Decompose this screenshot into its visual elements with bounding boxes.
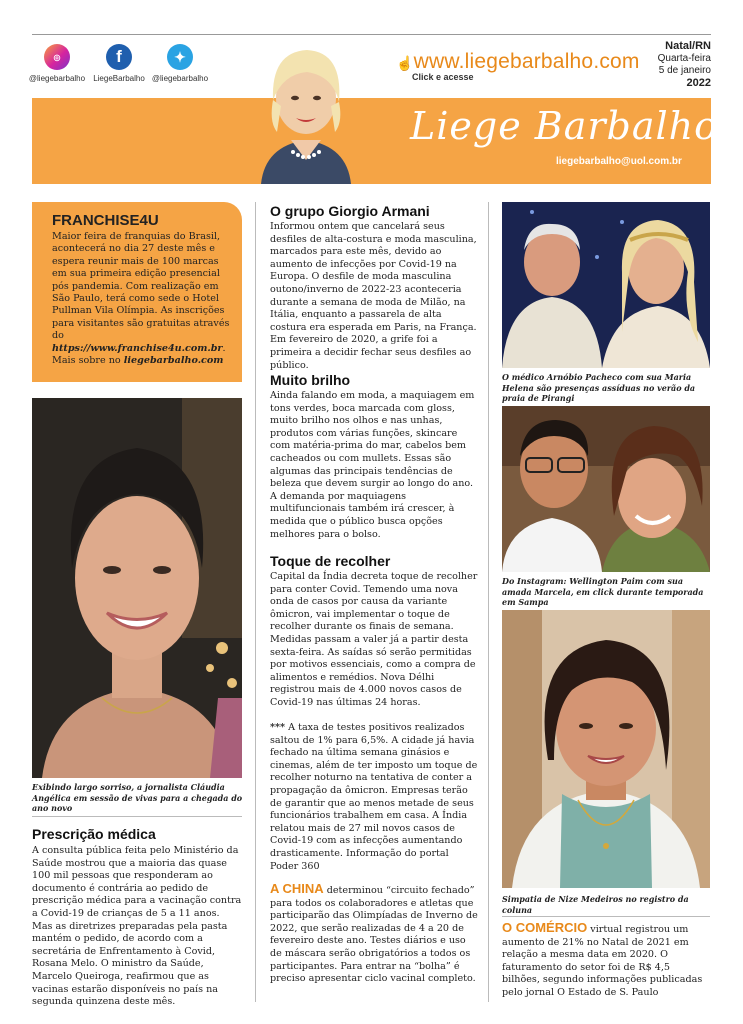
instagram-link[interactable]	[22, 44, 92, 83]
instagram-handle: @liegebarbalho	[28, 74, 86, 83]
franchise-text: Maior feira de franquias do Brasil, acontecerá no dia 27 deste mês e espera reunir mais de 100 marcas em sua primeira edição presencial pós pandemia. Com realização em São Paulo, terá como sede o Hotel Pullman Vila Olímpia. As inscrições para visitantes são gratuitas através do https://www.franchise4u.com.br. Mais sobre no liegebarbalho.com	[52, 231, 230, 367]
photo-nize	[502, 610, 710, 888]
columnist-portrait	[247, 36, 365, 184]
divider	[32, 816, 242, 817]
site-link[interactable]	[396, 50, 640, 82]
prescricao-text: A consulta pública feita pelo Ministério da Saúde mostrou que a maioria das quase 100 mil pessoas que responderam ao documento é contrária ao pedido de prescrição médica para a vacinação contra a Covid-19 de crianças de 5 a 11 anos. Mas as diretrizes preparadas pela pasta mantém o pedido, de acordo com a secretária de Enfrentamento à Covid, Rosana Melo. O ministro da Saúde, Marcelo Queiroga, reafirmou que as vacinas estarão disponíveis no país na segunda quinzena deste mês.	[32, 845, 242, 1008]
top-rule	[32, 34, 711, 35]
facebook-icon: f	[106, 44, 132, 70]
click-hand-icon: ☝	[396, 55, 414, 71]
caption-wellington: Do Instagram: Wellington Paim com sua amada Marcela, em click durante temporada em Sampa	[502, 576, 704, 607]
photo-arnobio	[502, 202, 710, 368]
year: 2022	[686, 77, 711, 89]
china-text: A CHINA determinou “circuito fechado” para todos os colaboradores e atletas que participarão das Olimpíadas de Inverno de 2022, que serão realizadas de 4 a 20 de fevereiro deste ano. Testes diários e uso de máscara serão obrigatórios a todos os participantes. Para entrar na “bolha” é preciso apresentar ciclo vacinal completo.	[270, 881, 478, 985]
brilho-text: Ainda falando em moda, a maquiagem em tons verdes, boca marcada com gloss, muito brilho nos olhos e nas unhas, produtos com várias funções, skincare com matéria-prima do mar, cabelos bem cacheados ou com mullets. Essas são algumas das principais tendências de beleza que devem surgir ao longo do ano. A demanda por maquiagens multifuncionais também irá crescer, à medida que o público busca opções melhores para o bolso.	[270, 390, 475, 540]
photo-wellington	[502, 406, 710, 572]
china-lead: A CHINA	[270, 881, 324, 896]
column-divider-1	[255, 202, 256, 1002]
column-divider-2	[488, 202, 489, 1002]
facebook-link[interactable]	[84, 44, 154, 83]
city: Natal/RN	[665, 40, 711, 52]
date: 5 de janeiro	[658, 65, 711, 76]
armani-title: O grupo Giorgio Armani	[270, 203, 430, 219]
franchise-title: FRANCHISE4U	[52, 212, 159, 229]
site-mention[interactable]: liegebarbalho.com	[123, 355, 224, 367]
caption-claudia: Exibindo largo sorriso, a jornalista Cláudia Angélica em sessão de vivas para a chegada do ano novo	[32, 782, 243, 813]
twitter-link[interactable]	[145, 44, 215, 83]
toque-text: Capital da Índia decreta toque de recolher para conter Covid. Temendo uma nova onda de casos por causa da variante ômicron, vai implementar o toque de recolher durante os finais de semana. Medidas passam a valer já a partir desta sexta-feira. As saídas só serão permitidas por motivos essenciais, como a compra de alimentos e remédios. Nova Délhi registrou mais de 4.000 novos casos de Covid-19 nas últimas 24 horas.	[270, 571, 478, 708]
armani-text: Informou ontem que cancelará seus desfiles de alta-costura e moda masculina, marcados para este mês, devido ao aumento de infecções por Covid-19 na Europa. O desfile de moda masculina outono/inverno de 2022-23 aconteceria durante a semana de moda de Milão, na Itália, enquanto a passarela de alta costura era esperada em Paris, na França. Em fevereiro de 2020, a grife foi a primeira a decidir fechar seus desfiles ao público.	[270, 221, 477, 371]
instagram-icon: ◎	[44, 44, 70, 70]
prescricao-title: Prescrição médica	[32, 826, 156, 842]
caption-nize: Simpatia de Nize Medeiros no registro da coluna	[502, 894, 689, 915]
site-subtitle: Click e acesse	[412, 72, 474, 82]
divider	[502, 916, 710, 917]
toque-text-2: *** A taxa de testes positivos realizados saltou de 1% para 6,5%. A cidade já havia fechado na última semana ginásios e cinemas, além de ter imposto um toque de recolher noturno na tentativa de conter a propagação da ômicron. Empresas terão de garantir que ao menos metade de seus funcionários trabalhem em casa. A Índia relatou mais de 27 mil novos casos de Covid-19 com as infecções aumentando drasticamente. Informação do portal Poder 360	[270, 722, 478, 872]
photo-claudia	[32, 398, 242, 778]
comercio-lead: O COMÉRCIO	[502, 920, 588, 935]
brilho-title: Muito brilho	[270, 372, 351, 388]
caption-arnobio: O médico Arnóbio Pacheco com sua Maria Helena são presenças assíduas no verão da praia de Pirangi	[502, 372, 696, 403]
facebook-handle: LiegeBarbalho	[93, 74, 145, 83]
weekday: Quarta-feira	[657, 53, 711, 64]
twitter-icon: ✦	[167, 44, 193, 70]
dateline	[658, 40, 711, 90]
franchise-box	[32, 202, 242, 382]
franchise-link[interactable]: https://www.franchise4u.com.br	[52, 342, 223, 354]
column-title: Liege Barbalho	[410, 104, 718, 148]
twitter-handle: @liegebarbalho	[151, 74, 209, 83]
site-url[interactable]: ☝www.liegebarbalho.com	[396, 50, 640, 73]
columnist-email[interactable]: liegebarbalho@uol.com.br	[556, 156, 682, 167]
toque-title: Toque de recolher	[270, 553, 391, 569]
comercio-text: O COMÉRCIO virtual registrou um aumento de 21% no Natal de 2021 em relação a mesma data em 2020. O faturamento do setor foi de R$ 4,5 bilhões, segundo informações publicadas pelo jornal O Estado de S. Paulo	[502, 920, 703, 998]
